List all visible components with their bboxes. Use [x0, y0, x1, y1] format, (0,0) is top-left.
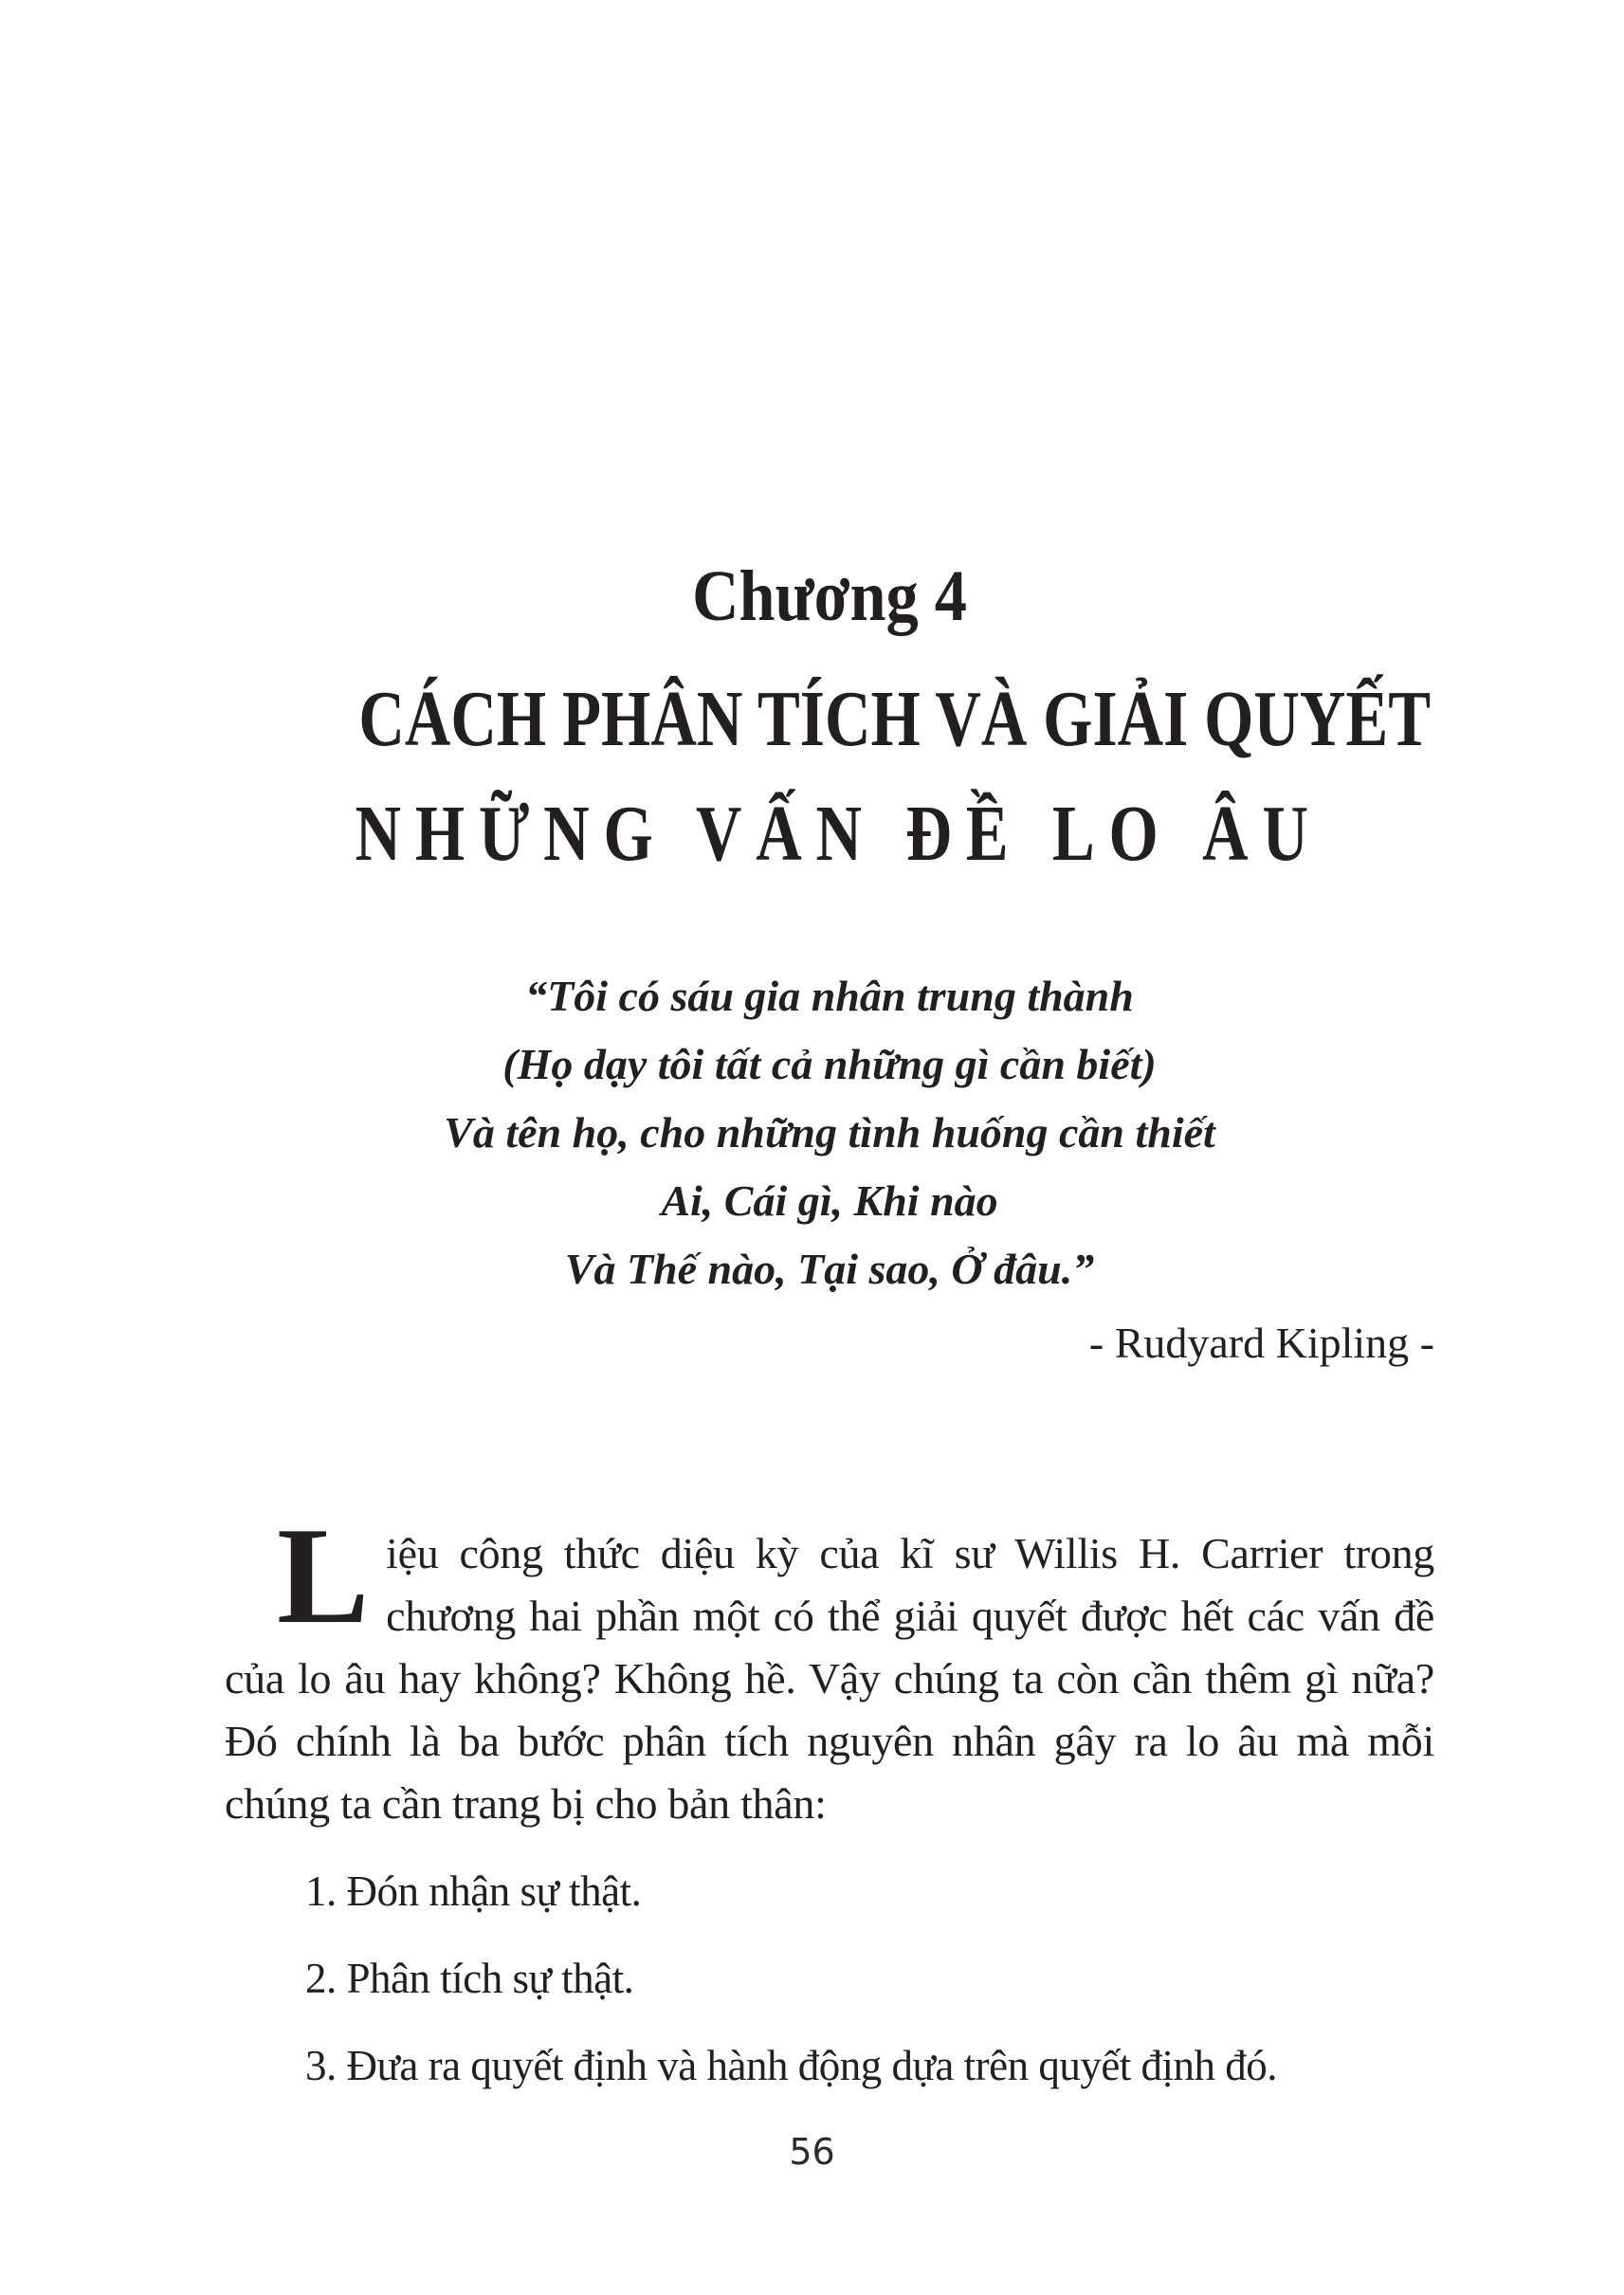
quote-line-5: Và Thế nào, Tại sao, Ở đâu.” — [564, 1245, 1095, 1294]
chapter-label — [225, 557, 1434, 637]
quote-line-2: (Họ dạy tôi tất cả những gì cần biết) — [502, 1040, 1157, 1089]
list-item-1: 1. Đón nhận sự thật. — [305, 1867, 642, 1916]
chapter-title-line-1: CÁCH PHÂN TÍCH VÀ GIẢI QUYẾT — [358, 674, 1432, 763]
text-column — [225, 0, 1434, 2097]
quote-line-4: Ai, Cái gì, Khi nào — [661, 1176, 998, 1226]
paragraph-text: iệu công thức diệu kỳ của kĩ sư Willis H. Carrier trong chương hai phần một có thể giải quyết được hết các vấn đề của lo âu hay không? Không hề. Vậy chúng ta còn cần thêm gì nữa? Đó chính là ba bước phân tích nguyên nhân gây ra lo âu mà mỗi chúng ta cần trang bị cho bản thân: — [225, 1529, 1434, 1829]
chapter-title-line-2: NHỮNG VẤN ĐỀ LO ÂU — [355, 790, 1323, 879]
epigraph-quote — [225, 962, 1434, 1303]
drop-cap: L — [277, 1499, 370, 1653]
body-paragraph — [225, 1499, 1434, 1835]
quote-attribution: - Rudyard Kipling - — [1088, 1319, 1434, 1368]
chapter-label-text: Chương 4 — [692, 556, 967, 636]
list-item-2: 2. Phân tích sự thật. — [305, 1955, 634, 2003]
quote-line-1: “Tôi có sáu gia nhân trung thành — [525, 972, 1134, 1021]
page-number: 56 — [789, 2131, 835, 2173]
chapter-title — [225, 662, 1434, 893]
quote-line-3: Và tên họ, cho những tình huống cần thiết — [444, 1108, 1215, 1157]
list-item-3: 3. Đưa ra quyết định và hành động dựa trên quyết định đó. — [305, 2042, 1278, 2090]
worry-steps-list — [225, 1860, 1434, 2097]
